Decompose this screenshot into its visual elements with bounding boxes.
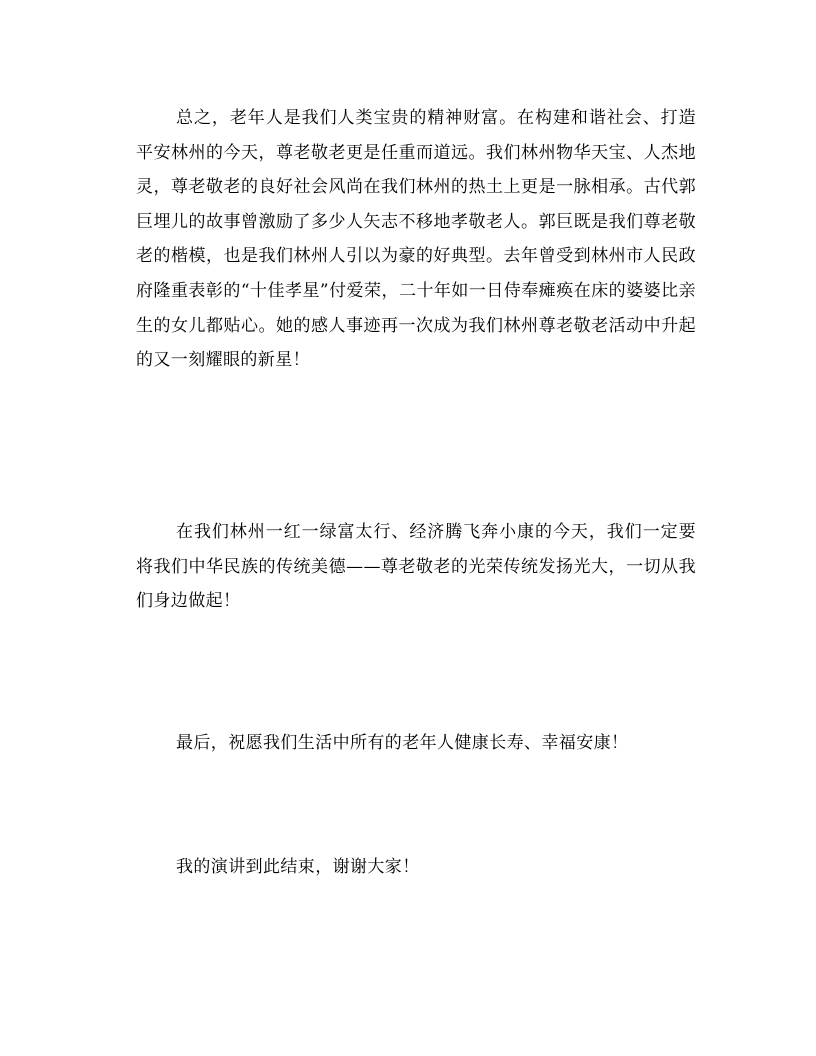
paragraph-call-to-action: 在我们林州一红一绿富太行、经济腾飞奔小康的今天，我们一定要将我们中华民族的传统美德——尊老敬老的光荣传统发扬光大，一切从我们身边做起！ [136, 522, 696, 612]
paragraph-conclusion: 总之，老年人是我们人类宝贵的精神财富。在构建和谐社会、打造平安林州的今天，尊老敬老更是任重而道远。我们林州物华天宝、人杰地灵，尊老敬老的良好社会风尚在我们林州的热土上更是一脉相承。古代郭巨埋儿的故事曾激励了多少人矢志不移地孝敬老人。郭巨既是我们尊老敬老的楷模，也是我们林州人引以为豪的好典型。去年曾受到林州市人民政府隆重表彰的“十佳孝星”付爱荣，二十年如一日侍奉瘫痪在床的婆婆比亲生的女儿都贴心。她的感人事迹再一次成为我们林州尊老敬老活动中升起的又一刻耀眼的新星！ [136, 108, 696, 371]
paragraph-blessing: 最后，祝愿我们生活中所有的老年人健康长寿、幸福安康！ [176, 733, 629, 753]
paragraph-closing: 我的演讲到此结束，谢谢大家！ [176, 857, 420, 877]
